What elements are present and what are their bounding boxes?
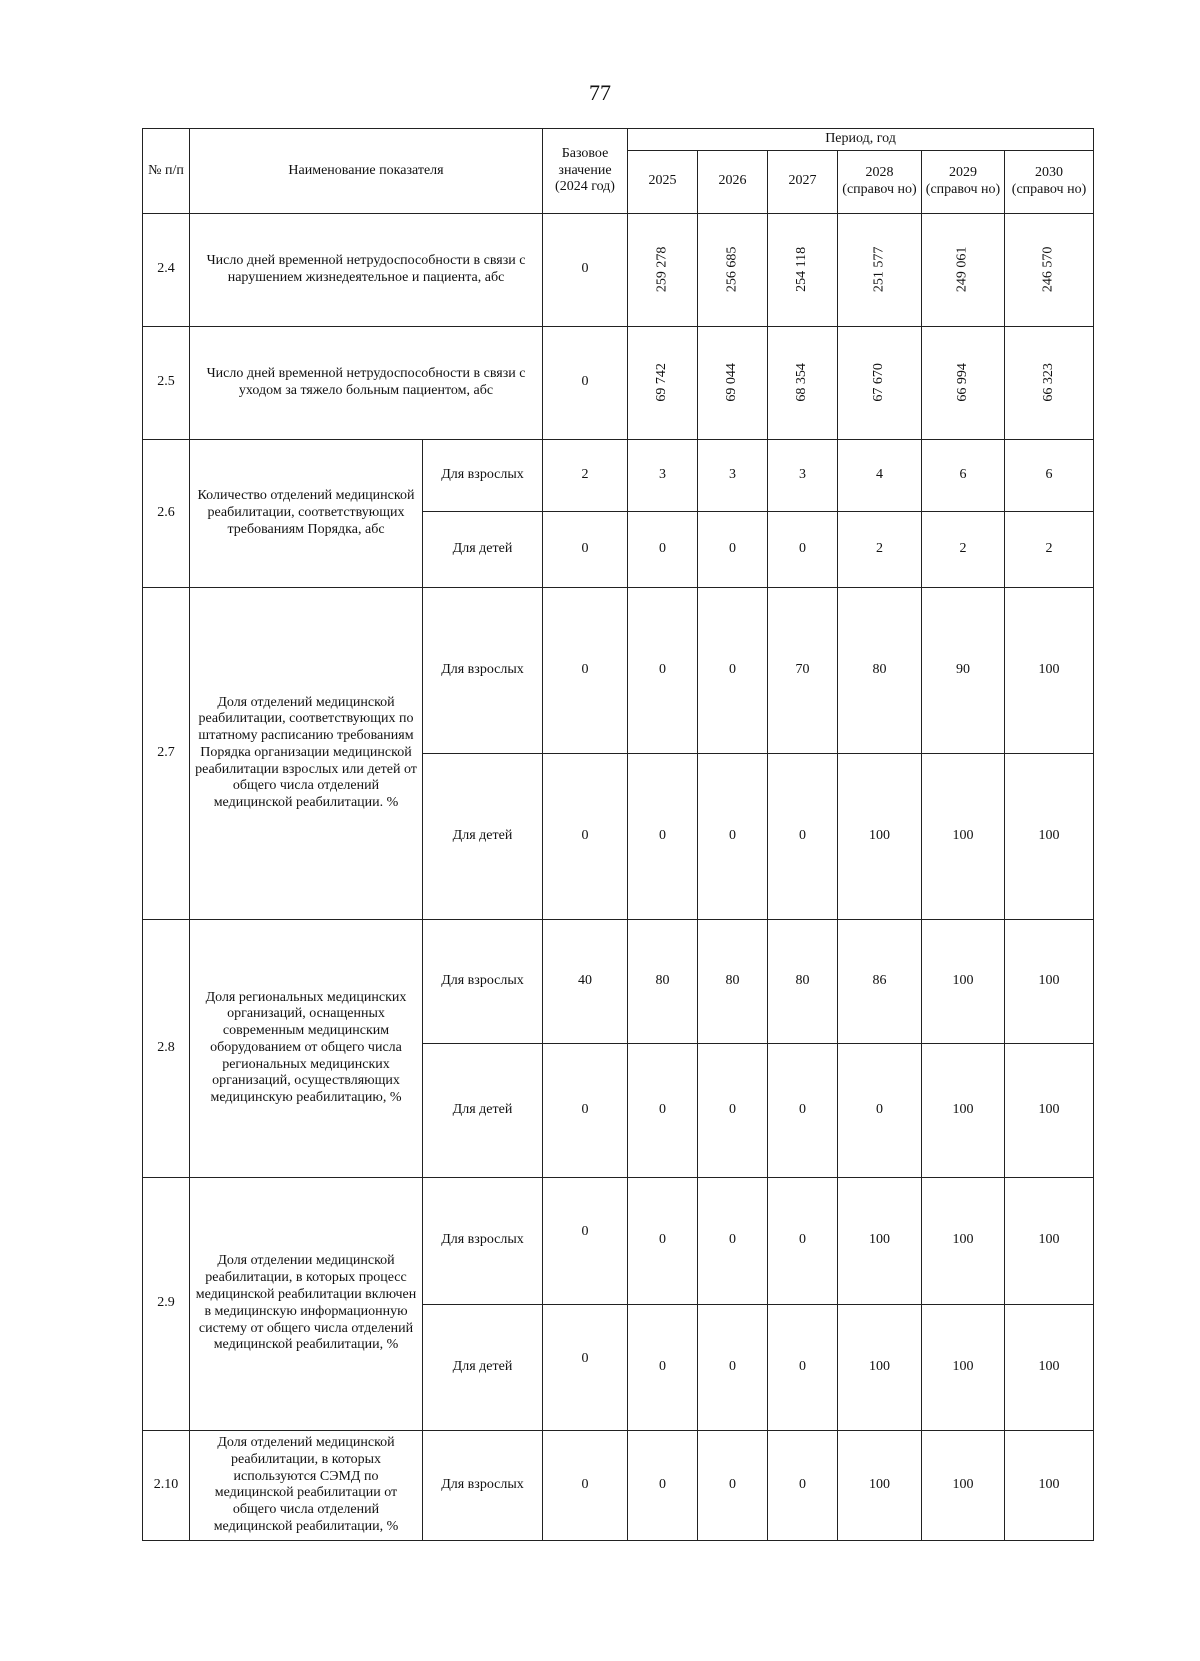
- value-cell: 100: [1005, 1304, 1094, 1430]
- value-cell: 100: [1005, 1430, 1094, 1540]
- value-cell: 100: [1005, 919, 1094, 1043]
- table-row: [143, 1430, 1094, 1540]
- rotated-value: 249 061: [954, 247, 970, 293]
- subgroup-label: Для детей: [423, 753, 543, 919]
- header-year: 2030 (справоч но): [1005, 150, 1094, 213]
- indicator-name: Число дней временной нетрудоспособности в связи с нарушением жизнедеятельное и пациента, абс: [190, 213, 543, 326]
- value-cell: 100: [1005, 587, 1094, 753]
- rotated-value: 67 670: [871, 363, 887, 403]
- value-cell: 2: [838, 511, 922, 587]
- value-cell: 80: [838, 587, 922, 753]
- table-row: [143, 587, 1094, 753]
- subgroup-label: Для взрослых: [423, 919, 543, 1043]
- value-cell: 0: [628, 1304, 698, 1430]
- value-cell: [1005, 213, 1094, 326]
- header-base: Базовое значение (2024 год): [543, 129, 628, 214]
- indicator-name: Число дней временной нетрудоспособности в связи с уходом за тяжело больным пациентом, абс: [190, 326, 543, 439]
- subgroup-label: Для взрослых: [423, 439, 543, 511]
- value-cell: 86: [838, 919, 922, 1043]
- indicator-name: Доля региональных медицинских организаций, оснащенных современным медицинским оборудованием от общего числа региональных медицинских организаций, осуществляющих медицинскую реабилитацию, %: [190, 919, 423, 1177]
- value-cell: 0: [698, 511, 768, 587]
- value-cell: 100: [838, 1430, 922, 1540]
- value-cell: 100: [1005, 1043, 1094, 1177]
- page-number: 77: [589, 80, 611, 105]
- value-cell: 0: [698, 1430, 768, 1540]
- value-cell: [922, 326, 1005, 439]
- value-cell: 100: [922, 919, 1005, 1043]
- header-year: 2026: [698, 150, 768, 213]
- base-value: 0: [543, 326, 628, 439]
- rotated-value: 66 994: [954, 363, 970, 403]
- indicator-name: Доля отделений медицинской реабилитации, в которых используются СЭМД по медицинской реабилитации от общего числа отделений медицинской реабилитации, %: [190, 1430, 423, 1540]
- value-cell: 0: [768, 1177, 838, 1304]
- rotated-value: 254 118: [794, 247, 810, 293]
- rotated-value: 259 278: [654, 247, 670, 293]
- value-cell: 2: [922, 511, 1005, 587]
- value-cell: 2: [1005, 511, 1094, 587]
- rotated-value: 246 570: [1040, 247, 1056, 293]
- value-cell: 6: [922, 439, 1005, 511]
- value-cell: 0: [698, 753, 768, 919]
- value-cell: 4: [838, 439, 922, 511]
- value-cell: 100: [838, 1304, 922, 1430]
- value-cell: 0: [768, 1043, 838, 1177]
- rotated-value: 66 323: [1040, 363, 1056, 403]
- value-cell: [922, 213, 1005, 326]
- value-cell: 100: [922, 1304, 1005, 1430]
- base-value: 0: [543, 1430, 628, 1540]
- subgroup-label: Для взрослых: [423, 1177, 543, 1304]
- base-value: 2: [543, 439, 628, 511]
- value-cell: [698, 326, 768, 439]
- rotated-value: 68 354: [794, 363, 810, 403]
- value-cell: 0: [628, 1430, 698, 1540]
- header-year: 2029 (справоч но): [922, 150, 1005, 213]
- value-cell: [698, 213, 768, 326]
- row-number: 2.4: [143, 213, 190, 326]
- value-cell: 100: [838, 1177, 922, 1304]
- value-cell: 80: [628, 919, 698, 1043]
- base-value: 40: [543, 919, 628, 1043]
- value-cell: 90: [922, 587, 1005, 753]
- value-cell: 100: [922, 1177, 1005, 1304]
- row-number: 2.7: [143, 587, 190, 919]
- value-cell: 100: [922, 1043, 1005, 1177]
- value-cell: 80: [698, 919, 768, 1043]
- table-row: [143, 1177, 1094, 1304]
- value-cell: 3: [768, 439, 838, 511]
- row-number: 2.8: [143, 919, 190, 1177]
- row-number: 2.6: [143, 439, 190, 587]
- value-cell: 70: [768, 587, 838, 753]
- value-cell: [1005, 326, 1094, 439]
- value-cell: 80: [768, 919, 838, 1043]
- header-num: № п/п: [143, 129, 190, 214]
- value-cell: 100: [1005, 753, 1094, 919]
- value-cell: 0: [628, 753, 698, 919]
- subgroup-label: Для взрослых: [423, 1430, 543, 1540]
- value-cell: 0: [628, 1177, 698, 1304]
- row-number: 2.5: [143, 326, 190, 439]
- subgroup-label: Для детей: [423, 1043, 543, 1177]
- value-cell: 0: [768, 511, 838, 587]
- value-cell: [768, 213, 838, 326]
- value-cell: [628, 326, 698, 439]
- base-value: 0: [543, 753, 628, 919]
- rotated-value: 69 742: [654, 363, 670, 403]
- value-cell: 0: [768, 753, 838, 919]
- header-year: 2028 (справоч но): [838, 150, 922, 213]
- value-cell: 0: [768, 1304, 838, 1430]
- value-cell: 0: [628, 1043, 698, 1177]
- rotated-value: 251 577: [871, 247, 887, 293]
- header-year: 2027: [768, 150, 838, 213]
- value-cell: 0: [698, 587, 768, 753]
- value-cell: 0: [628, 587, 698, 753]
- header-name: Наименование показателя: [190, 129, 543, 214]
- rotated-value: 256 685: [724, 247, 740, 293]
- value-cell: 0: [698, 1304, 768, 1430]
- value-cell: 100: [838, 753, 922, 919]
- value-cell: 3: [628, 439, 698, 511]
- base-value-text: 0: [581, 1224, 589, 1240]
- rotated-value: 69 044: [724, 363, 740, 403]
- indicator-name: Доля отделений медицинской реабилитации, соответствующих по штатному расписанию требованиям Порядка организации медицинской реабилитации взрослых или детей от общего числа отделений медицинской реабилитации. %: [190, 587, 423, 919]
- base-value: 0: [543, 1043, 628, 1177]
- indicator-name: Количество отделений медицинской реабилитации, соответствующих требованиям Порядка, абс: [190, 439, 423, 587]
- value-cell: 100: [922, 1430, 1005, 1540]
- value-cell: 100: [922, 753, 1005, 919]
- base-value: 0: [543, 213, 628, 326]
- header-period: Период, год: [628, 129, 1094, 151]
- subgroup-label: Для взрослых: [423, 587, 543, 753]
- header-year: 2025: [628, 150, 698, 213]
- value-cell: 0: [768, 1430, 838, 1540]
- indicators-table: [142, 128, 1094, 1541]
- base-value: 0: [543, 587, 628, 753]
- base-value-text: 0: [581, 1350, 589, 1366]
- value-cell: [768, 326, 838, 439]
- row-number: 2.10: [143, 1430, 190, 1540]
- base-value: [543, 1177, 628, 1304]
- base-value: 0: [543, 511, 628, 587]
- value-cell: 0: [698, 1043, 768, 1177]
- table-row: [143, 439, 1094, 511]
- value-cell: [838, 326, 922, 439]
- value-cell: 0: [698, 1177, 768, 1304]
- table-row: [143, 919, 1094, 1043]
- indicator-name: Доля отделении медицинской реабилитации, в которых процесс медицинской реабилитации включен в медицинскую информационную систему от общего числа отделений медицинской реабилитации, %: [190, 1177, 423, 1430]
- value-cell: 3: [698, 439, 768, 511]
- value-cell: 0: [838, 1043, 922, 1177]
- value-cell: 6: [1005, 439, 1094, 511]
- subgroup-label: Для детей: [423, 511, 543, 587]
- value-cell: [838, 213, 922, 326]
- value-cell: [628, 213, 698, 326]
- table-row: [143, 326, 1094, 439]
- table-row: [143, 213, 1094, 326]
- value-cell: 0: [628, 511, 698, 587]
- row-number: 2.9: [143, 1177, 190, 1430]
- subgroup-label: Для детей: [423, 1304, 543, 1430]
- base-value: [543, 1304, 628, 1430]
- value-cell: 100: [1005, 1177, 1094, 1304]
